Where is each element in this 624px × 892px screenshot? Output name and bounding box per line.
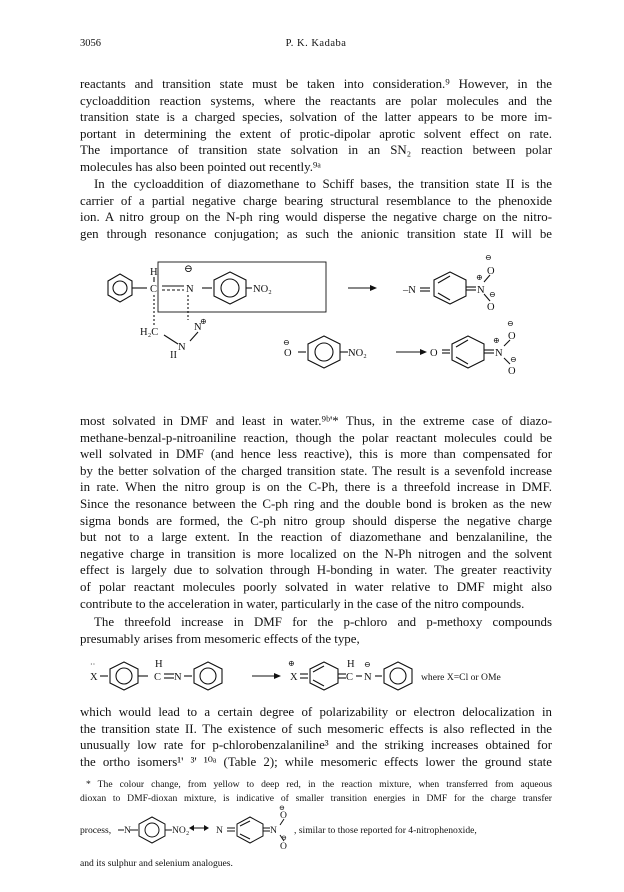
text-line: methane-benzal-p-nitroaniline reaction, though the polar reactant molecules could be <box>80 430 552 445</box>
text-line: transition state is a charged species, solvation of the latter appears to be more im- <box>80 110 552 125</box>
footnote-line: * The colour change, from yellow to deep red, in the reaction mixture, when transferred from aqueous <box>86 779 552 790</box>
atom-label: O <box>284 348 292 359</box>
atom-label: X <box>90 672 98 683</box>
charge-label: ⊖ <box>510 355 517 364</box>
charge-label: ⊕ <box>493 336 500 345</box>
footnote-process-label: process, <box>80 825 112 836</box>
quinoid-ring <box>434 272 466 304</box>
paragraph-4 <box>80 614 552 647</box>
text-line: negative charge in transition is more localized on the N-Ph nitrogen and the solvent <box>80 546 552 561</box>
atom-label: N <box>186 284 194 295</box>
atom-label: N <box>174 672 182 683</box>
text-line: reactants and transition state must be taken into consideration.⁹ However, in the <box>80 77 552 91</box>
charge-label: ⊖ <box>279 804 285 812</box>
text-line: sigma bonds are formed, the C-ph nitro group should disperse the negative charge <box>80 513 552 528</box>
text-line: molecules has also been pointed out recently.⁹ᵃ <box>80 159 321 174</box>
atom-label: O <box>508 331 516 342</box>
text-line: presumably arises from mesomeric effects of the type, <box>80 631 360 646</box>
text-line: most solvated in DMF and least in water.⁹ᵇ'* Thus, in the extreme case of diazo- <box>80 414 552 428</box>
text-line: gen through resonance conjugation; as such the anionic transition state II will be <box>80 226 552 241</box>
footnote-line: and its sulphur and selenium analogues. <box>80 858 233 869</box>
benzene-ring <box>110 662 138 690</box>
atom-label: H₂C <box>140 327 159 338</box>
atom-label: O <box>430 348 438 359</box>
atom-label: O <box>508 366 516 377</box>
atom-label: O <box>280 841 287 850</box>
text-line: unusually low rate for p-chlorobenzalaniline³ and the striking increases obtained for <box>80 738 552 753</box>
text-line: by the better solvation of the charged transition state. The result is a sevenfold increase <box>80 463 552 478</box>
charge-label: ⊕ <box>288 659 295 668</box>
atom-label: N <box>216 825 223 836</box>
paragraph-1 <box>80 76 552 176</box>
atom-label: N <box>364 672 372 683</box>
atom-label: O <box>280 810 287 821</box>
atom-label: H <box>155 659 163 670</box>
atom-label: N <box>477 285 485 296</box>
benzene-ring <box>214 272 246 304</box>
page-number: 3056 <box>80 38 101 49</box>
text-line: The threefold increase in DMF for the p-chloro and p-methoxy compounds <box>94 615 552 629</box>
charge-label: ⊖ <box>184 264 193 275</box>
benzene-ring <box>384 662 412 690</box>
footnote-end <box>80 857 552 871</box>
atom-label: H <box>347 659 355 670</box>
quinoid-ring <box>237 817 263 843</box>
footnote-line: dioxan to DMF-dioxan mixture, is indicative of smaller transition energies in DMF for the charge transfer <box>80 792 552 804</box>
charge-label: ⊖ <box>489 290 496 299</box>
text-line: effect is largely due to solvation through H-bonding in water. The greater reactivity <box>80 563 552 578</box>
text-line: In the cycloaddition of diazomethane to Schiff bases, the transition state II is the <box>94 177 552 191</box>
scheme-mesomeric <box>80 650 552 700</box>
atom-label: C <box>154 672 162 683</box>
text-line: portant in determining the extent of protic-dipolar aprotic solvent effect on rate. <box>80 126 552 141</box>
footnote-structure <box>80 800 552 850</box>
atom-label: N <box>495 348 503 359</box>
text-line: of polar reactant molecules poorly solvated in water relative to DMF might also <box>80 579 552 594</box>
atom-label: NO₂ <box>348 348 367 359</box>
atom-label: N <box>194 322 202 333</box>
paragraph-3 <box>80 413 552 612</box>
atom-label: N <box>124 825 131 836</box>
text-line: which would lead to a certain degree of polarizability or electron delocalization in <box>80 705 552 719</box>
footnote-process-tail: , similar to those reported for 4-nitrophenoxide, <box>294 825 477 836</box>
text-line: cycloaddition reaction systems, where the reactants are polar molecules and the <box>80 93 552 108</box>
atom-label: –N <box>403 285 416 296</box>
running-author: P. K. Kadaba <box>285 38 347 49</box>
benzene-ring <box>308 336 340 368</box>
text-line: carrier of a partial negative charge bearing structural resemblance to the phenoxide <box>80 193 552 208</box>
charge-label: ⊖ <box>485 253 492 262</box>
charge-label: ⊖ <box>283 338 290 347</box>
text-line: contribute to the acceleration in water, particularly in the case of the nitro compounds. <box>80 596 525 611</box>
atom-label: C <box>150 284 158 295</box>
charge-label: ⊕ <box>200 317 207 326</box>
benzene-ring <box>139 817 165 843</box>
paragraph-5 <box>80 704 552 770</box>
atom-label: N <box>270 825 277 836</box>
benzene-ring <box>194 662 222 690</box>
lone-pair-label: ·· <box>90 660 96 669</box>
charge-label: ⊖ <box>364 660 371 669</box>
atom-label: O <box>487 302 495 313</box>
benzene-ring <box>108 274 132 302</box>
text-line: the ortho isomers¹' ³' ¹⁰ᵃ (Table 2); while mesomeric effects lower the ground state <box>80 754 552 769</box>
atom-label: O <box>487 266 495 277</box>
paragraph-2 <box>80 176 552 242</box>
compound-label-II: II <box>170 350 177 361</box>
text-line: the transition state II. The existence of such mesomeric effects is also reflected in the <box>80 721 552 736</box>
charge-label: ⊕ <box>476 273 483 282</box>
scheme-transition-state <box>80 250 552 402</box>
atom-label: H <box>150 267 158 278</box>
substituent-note: where X=Cl or OMe <box>421 672 501 683</box>
text-line: but not to a large extent. In the reaction of diazomethane and benzalaniline, the <box>80 530 552 545</box>
text-line: Since the resonance between the C-ph ring and the double bond is broken as the new <box>80 496 552 511</box>
charge-label: ⊖ <box>281 834 287 842</box>
atom-label: C <box>346 672 354 683</box>
atom-label: NO₂ <box>253 284 272 295</box>
atom-label: X <box>290 672 298 683</box>
text-line: in rate. When the nitro group is on the C-Ph, there is a threefold increase in DMF. <box>80 480 552 495</box>
text-line: The importance of transition state solvation in an SN₂ reaction between polar <box>80 143 552 158</box>
text-line: well solvated in DMF (and hence less reactive), this is more than compensated for <box>80 447 552 462</box>
running-header <box>80 38 552 52</box>
text-line: ion. A nitro group on the N-ph ring would disperse the negative charge on the nitro- <box>80 210 552 225</box>
quinoid-ring <box>452 336 484 368</box>
charge-label: ⊖ <box>507 319 514 328</box>
atom-label: NO₂ <box>172 825 190 836</box>
atom-label: N <box>178 342 186 353</box>
